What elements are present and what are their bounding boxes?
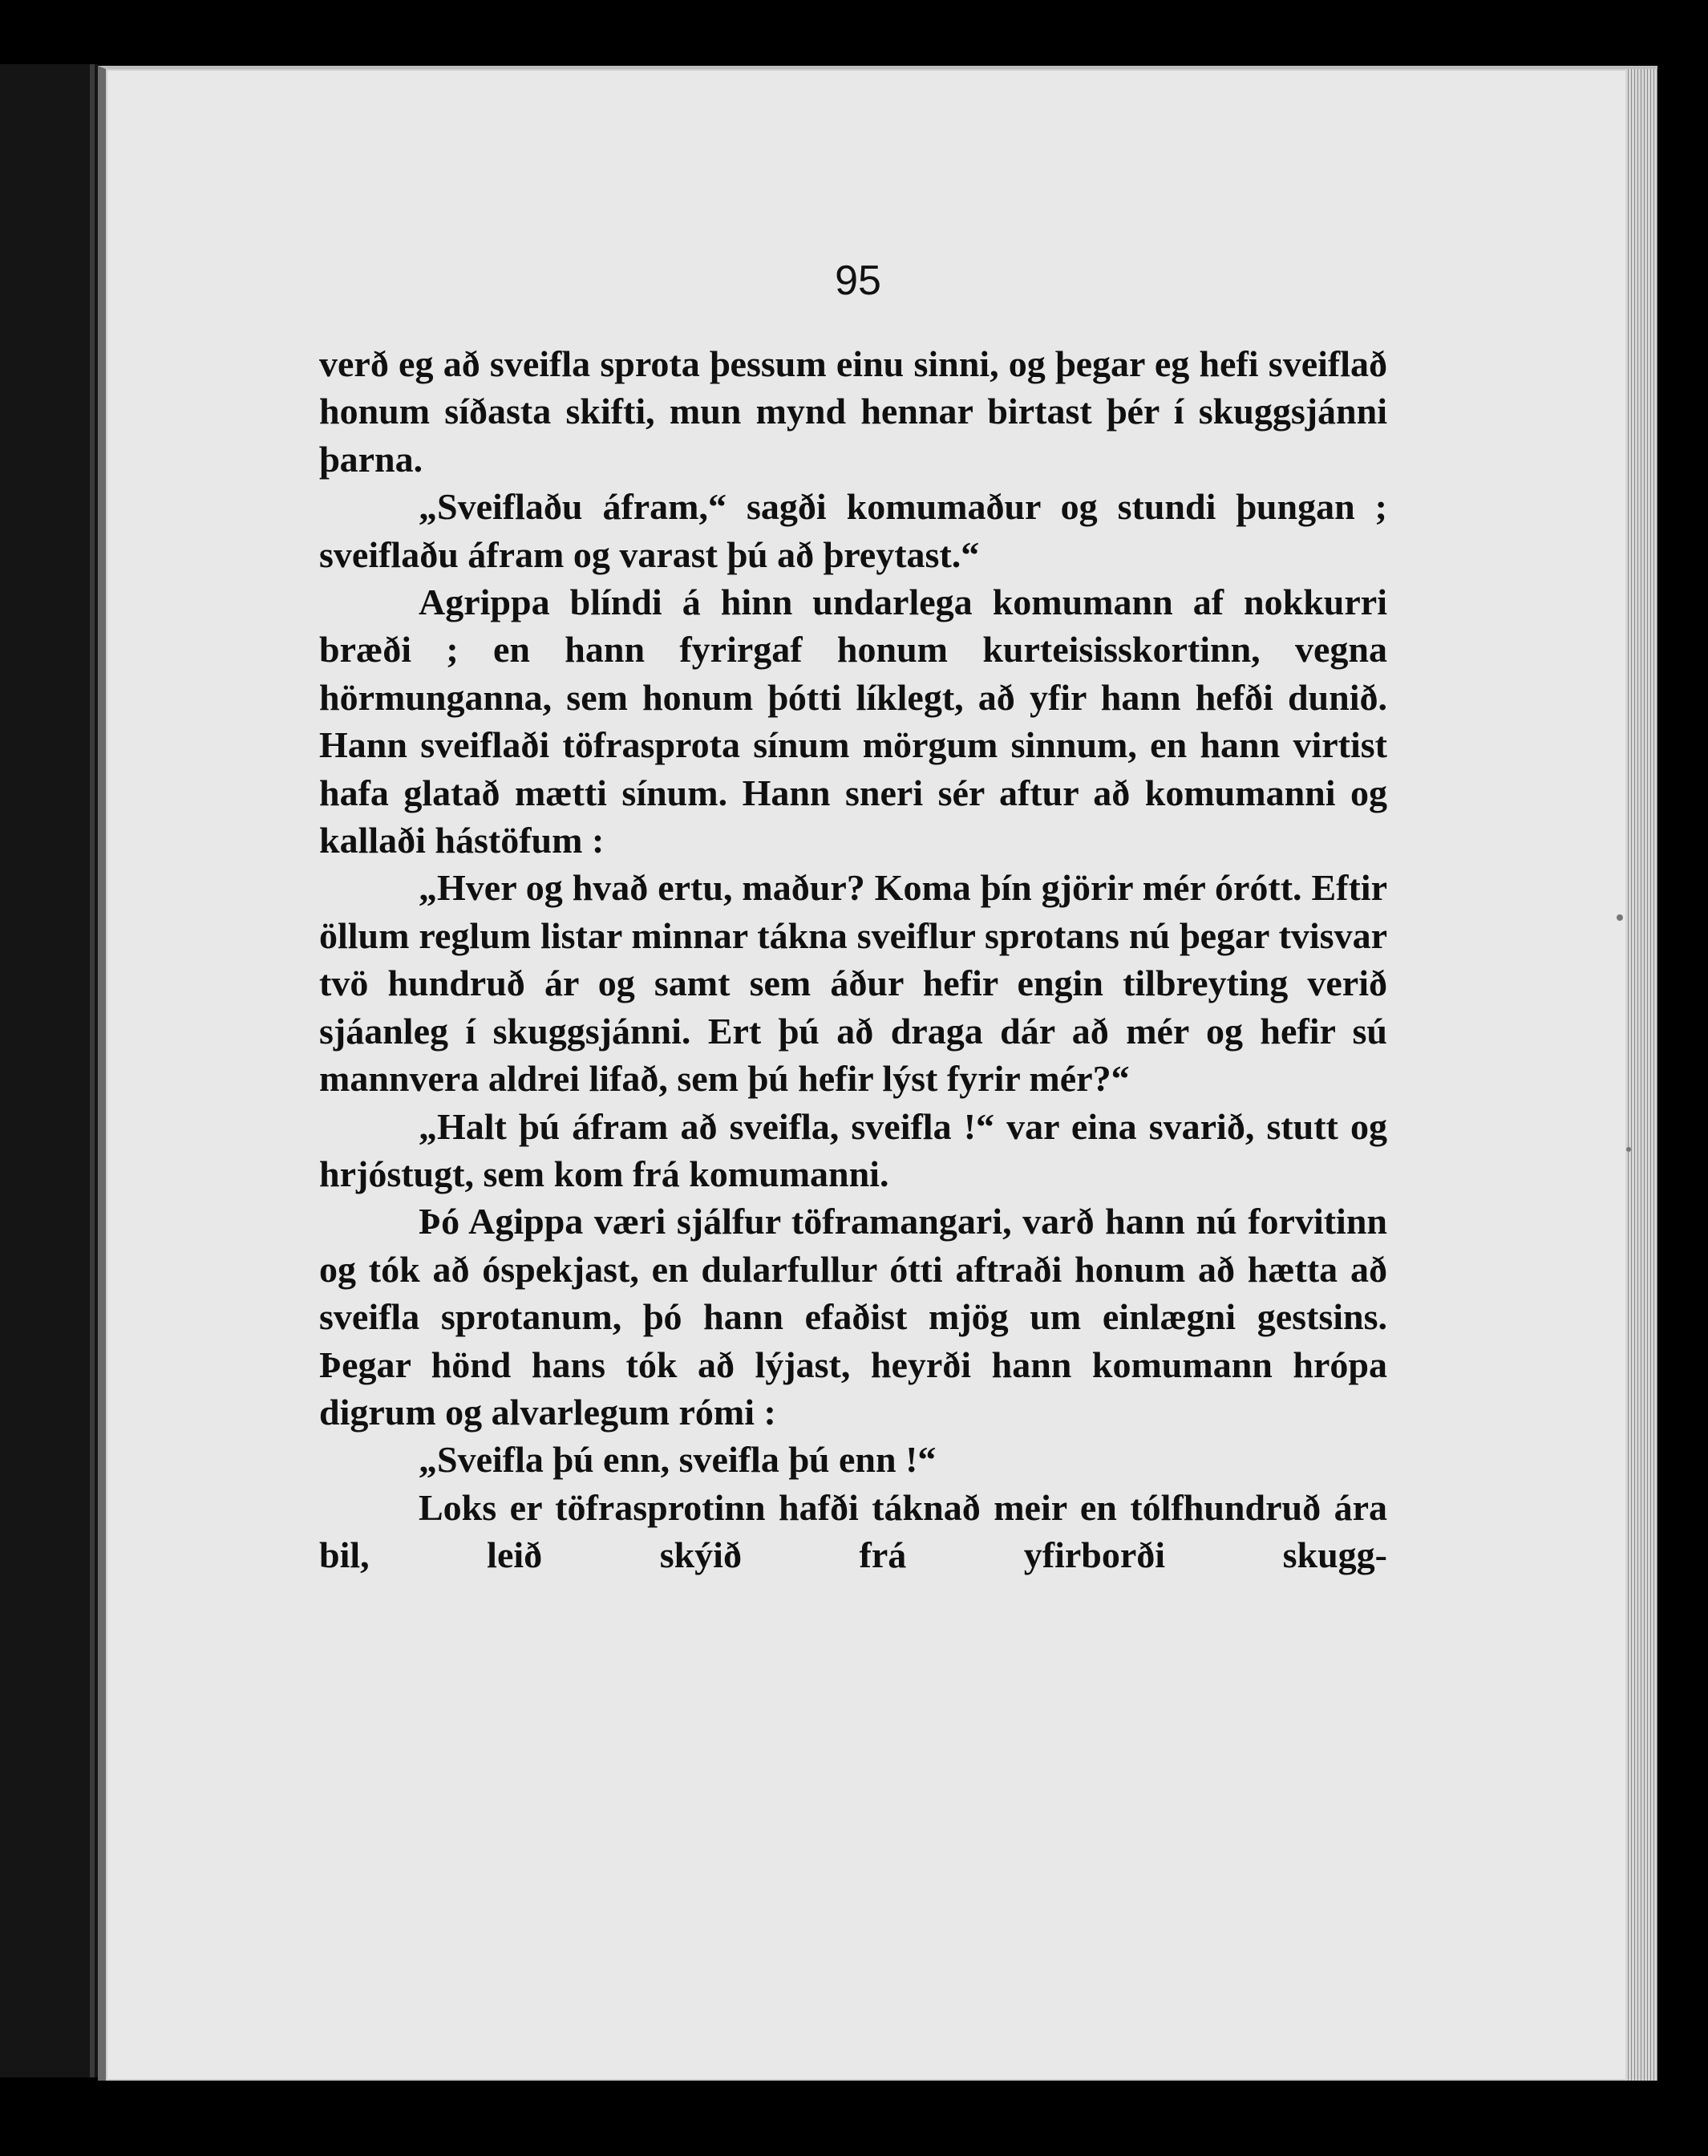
body-text <box>319 340 1387 1579</box>
paragraph-1: verð eg að sveifla sprota þessum einu sinni, og þegar eg hefi sveiflað honum síðasta skifti, mun mynd hennar birtast þér í skuggsjánni þarna. <box>319 343 1387 480</box>
scan-speck <box>1617 914 1623 921</box>
scan-speck <box>1196 18 1214 35</box>
book-spine-edge <box>90 64 95 2077</box>
page-number: 95 <box>835 257 881 304</box>
paragraph-8: Loks er töfrasprotinn hafði táknað meir en tólfhundruð ára bil, leið skýið frá yfirborði skugg- <box>319 1486 1387 1576</box>
scan-left-margin <box>0 64 98 2077</box>
paragraph-7: „Sveifla þú enn, sveifla þú enn !“ <box>419 1439 937 1481</box>
scan-speck <box>1626 1147 1631 1152</box>
paragraph-3: Agrippa blíndi á hinn undarlega komumann af nokkurri bræði ; en hann fyrirgaf honum kurteisisskortinn, vegna hörmunganna, sem honum þótti líklegt, að yfir hann hefði dunið. Hann sveiflaði töfrasprota sínum mörgum sinnum, en hann virtist hafa glatað mætti sínum. Hann sneri sér aftur að komumanni og kallaði hástöfum : <box>319 582 1387 861</box>
paragraph-6: Þó Agippa væri sjálfur töframangari, varð hann nú forvitinn og tók að óspekjast, en dularfullur ótti aftraði honum að hætta að sveifla sprotanum, þó hann efaðist mjög um einlægni gestsins. Þegar hönd hans tók að lýjast, heyrði hann komumann hrópa digrum og alvarlegum rómi : <box>319 1201 1387 1433</box>
paragraph-5: „Halt þú áfram að sveifla, sveifla !“ var eina svarið, stutt og hrjóstugt, sem kom frá komumanni. <box>319 1105 1387 1194</box>
paragraph-4: „Hver og hvað ertu, maður? Koma þín gjörir mér órótt. Eftir öllum reglum listar minnar tákna sveiflur sprotans nú þegar tvisvar tvö hundruð ár og samt sem áður hefir engin tilbreyting verið sjáanleg í skuggsjánni. Ert þú að draga dár að mér og hefir sú mannvera aldrei lifað, sem þú hefir lýst fyrir mér?“ <box>319 867 1387 1100</box>
scan-speck <box>388 2134 396 2142</box>
paragraph-2: „Sveiflaðu áfram,“ sagði komumaður og stundi þungan ; sveiflaðu áfram og varast þú að þreytast.“ <box>319 486 1387 575</box>
